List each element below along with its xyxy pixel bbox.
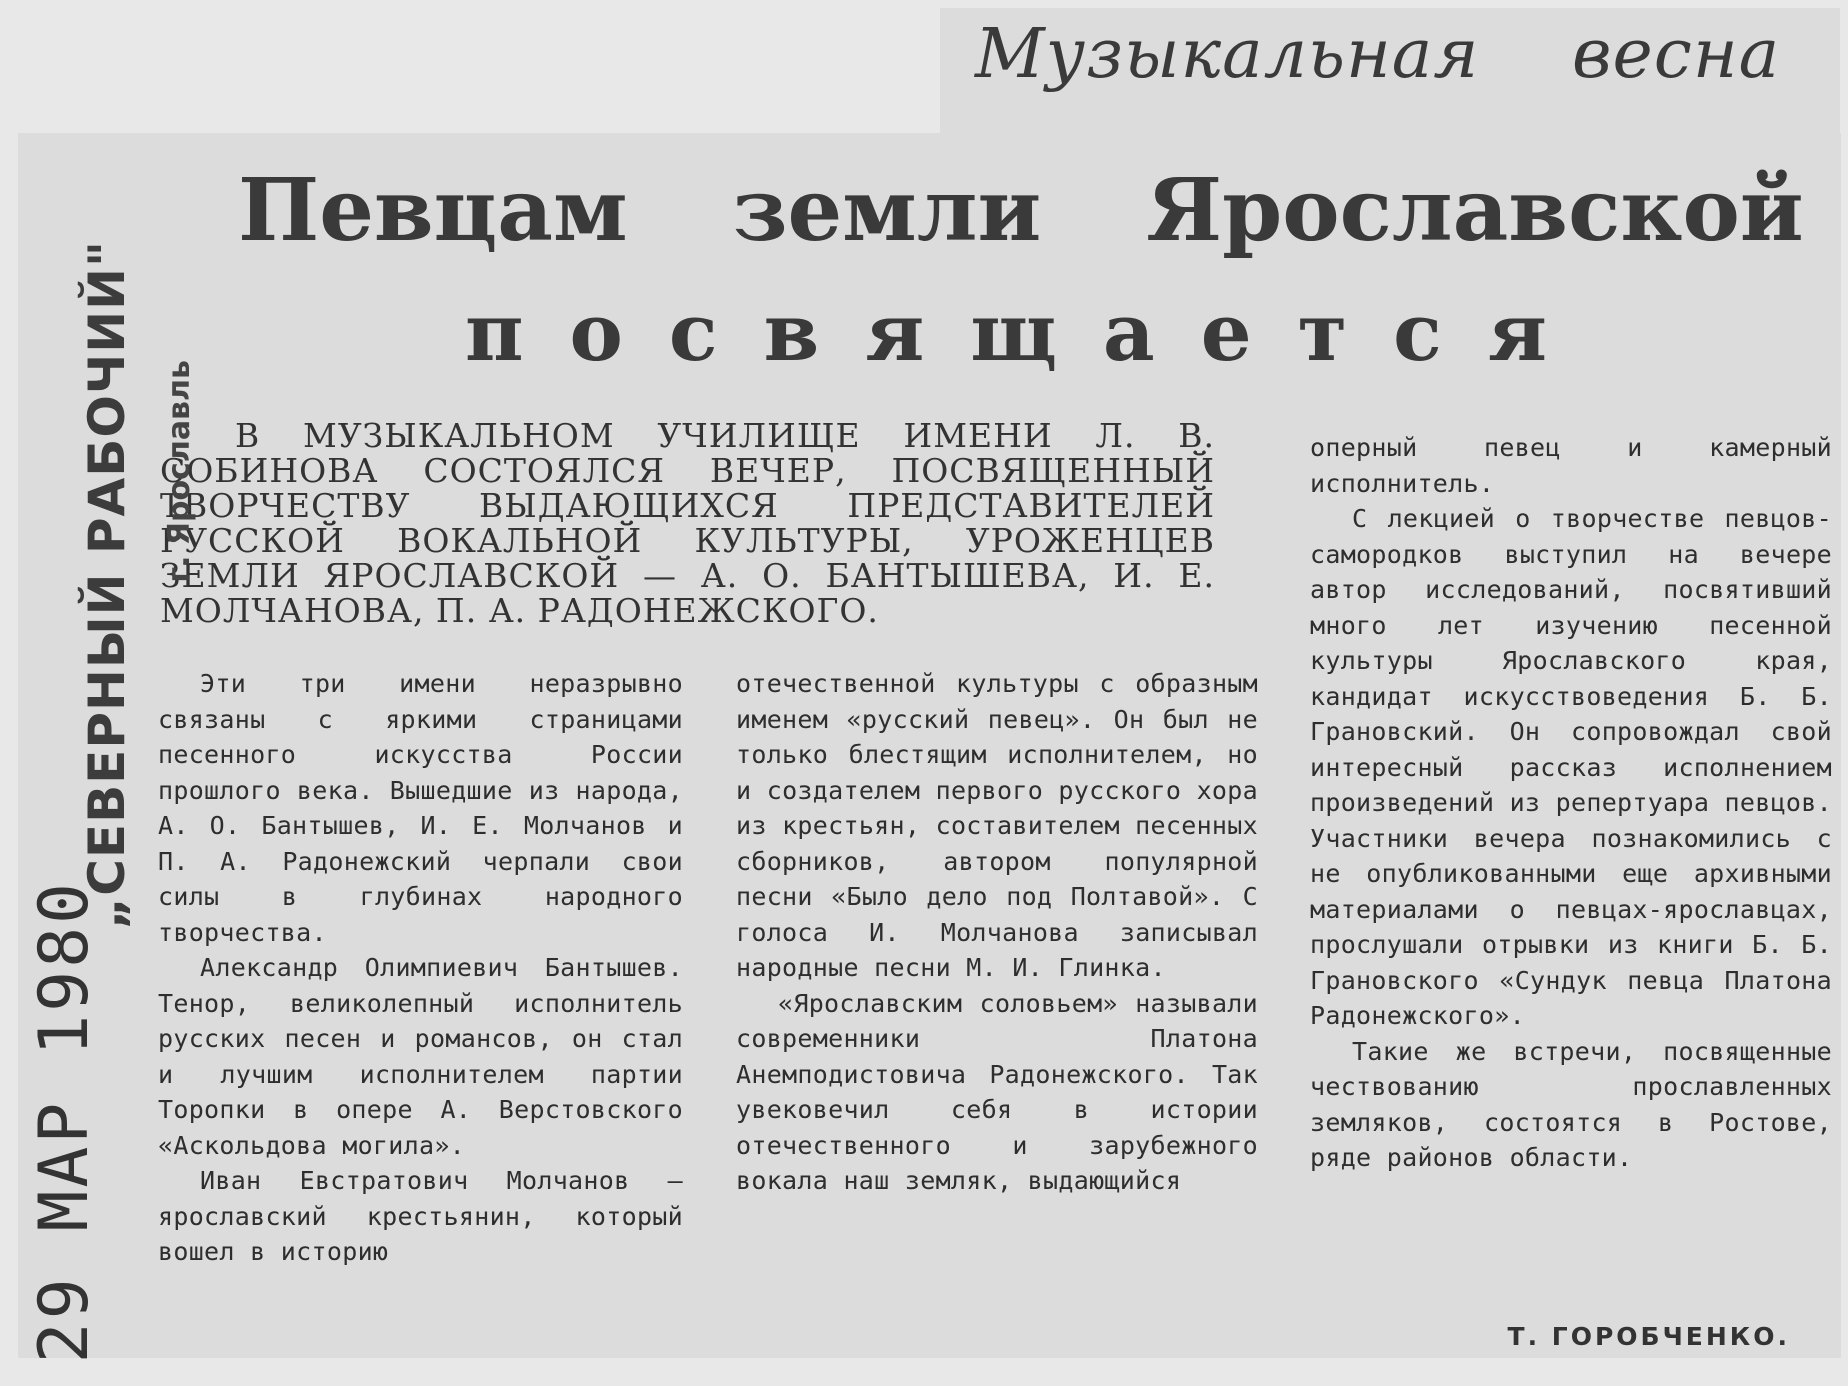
headline-line-1: Певцам земли Ярославской bbox=[238, 160, 1804, 261]
author-signature: Т. ГОРОБЧЕНКО. bbox=[1507, 1322, 1790, 1351]
headline-line-2: посвящается bbox=[465, 285, 1593, 379]
article-column-3 bbox=[1310, 430, 1832, 1176]
date-stamp bbox=[25, 880, 115, 1364]
column-paragraph: Александр Олимпиевич Бантышев. Тенор, великолепный исполнитель русских песен и романсов, он стал и лучшим исполнителем партии Торопки в опере А. Верстовского «Аскольдова могила». bbox=[158, 953, 683, 1160]
rubric-heading: Музыкальная весна bbox=[975, 15, 1781, 94]
article-column-1 bbox=[158, 666, 683, 1270]
stamp-city: г. Ярославль bbox=[162, 360, 197, 583]
lead-text: В МУЗЫКАЛЬНОМ УЧИЛИЩЕ ИМЕНИ Л. В. СОБИНОВА СОСТОЯЛСЯ ВЕЧЕР, ПОСВЯЩЕННЫЙ ТВОРЧЕСТВУ ВЫДАЮЩИХСЯ ПРЕДСТАВИТЕЛЕЙ РУССКОЙ ВОКАЛЬНОЙ КУЛЬТУРЫ, УРОЖЕНЦЕВ ЗЕМЛИ ЯРОСЛАВСКОЙ — А. О. БАНТЫШЕВА, И. Е. МОЛЧАНОВА, П. А. РАДОНЕЖСКОГО. bbox=[160, 416, 1215, 630]
newspaper-stamp bbox=[50, 240, 197, 930]
column-paragraph: отечественной культуры с образным именем «русский певец». Он был не только блестящим исполнителем, но и создателем первого русского хора из крестьян, составителем песенных сборников, автором популярной песни «Было дело под Полтавой». С голоса И. Молчанова записывал народные песни М. И. Глинка. bbox=[736, 669, 1258, 982]
column-paragraph: «Ярославским соловьем» называли современники Платона Анемподистовича Радонежского. Так увековечил себя в истории отечественного и зарубежного вокала наш земляк, выдающийся bbox=[736, 988, 1258, 1195]
column-paragraph: Иван Евстратович Молчанов — ярославский крестьянин, который вошел в историю bbox=[158, 1166, 683, 1266]
column-paragraph: Такие же встречи, посвященные чествованию прославленных земляков, состоятся в Ростове, ряде районов области. bbox=[1310, 1036, 1832, 1172]
column-paragraph: оперный певец и камерный исполнитель. bbox=[1310, 433, 1832, 498]
column-paragraph: С лекцией о творчестве певцов-самородков выступил на вечере автор исследований, посвятивший много лет изучению песенной культуры Ярославского края, кандидат искусствоведения Б. Б. Грановский. Он сопровождал свой интересный рассказ исполнением произведений из репертуара певцов. Участники вечера познакомились с не опубликованными еще архивными материалами о певцах-ярославцах, прослушали отрывки из книги Б. Б. Грановского «Сундук певца Платона Радонежского». bbox=[1310, 504, 1832, 1030]
column-paragraph: Эти три имени неразрывно связаны с яркими страницами песенного искусства России прошлого века. Вышедшие из народа, А. О. Бантышев, И. Е. Молчанов и П. А. Радонежский черпали свои силы в глубинах народного творчества. bbox=[158, 669, 683, 947]
lead-paragraph bbox=[160, 418, 1215, 628]
stamp-date: 29 МАР 1980 bbox=[25, 880, 104, 1364]
article-column-2 bbox=[736, 666, 1258, 1199]
stamp-newspaper-name: „СЕВЕРНЫЙ РАБОЧИЙ" bbox=[78, 240, 136, 930]
